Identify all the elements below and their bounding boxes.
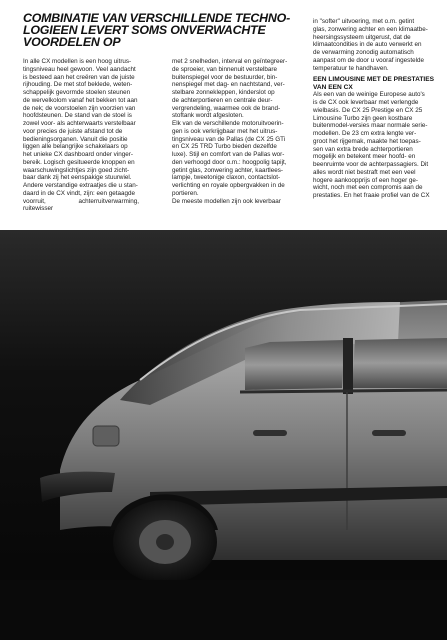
subheading-line: VAN EEN CX [313, 83, 353, 91]
door-handle [253, 430, 287, 436]
heading-line: COMBINATIE VAN VERSCHILLENDE TECHNO- [23, 11, 291, 25]
fuel-cap [93, 426, 119, 446]
text-line: is besteed aan het creëren van de juiste [23, 73, 135, 81]
text-line: hoofdsteunen. De stand van de stoel is [23, 112, 132, 120]
text-line: en CX 25 TRD Turbo bieden dezelfde [172, 143, 277, 151]
text-line: bereik. Logisch gesitueerde knoppen en [23, 158, 135, 166]
text-line: tingsniveau van de Pallas (de CX 25 GTi [172, 135, 286, 143]
text-line: heersingssysteem uitgerust, dat de [313, 33, 411, 41]
text-line: voorruit, achterruitverwarming, ruitewisser [23, 197, 139, 213]
text-line: modellen. De 23 cm extra lengte ver- [313, 130, 417, 138]
text-line: daard in de CX vindt, zijn: een getaagde [23, 189, 136, 197]
text-line: groot het rijgemak, maakte het toepas- [313, 137, 421, 145]
text-line: mogelijk en betekent meer hoofd- en [313, 153, 416, 161]
window-pillar [343, 338, 353, 394]
text-line: in "softer" uitvoering, met o.m. getint [313, 18, 415, 25]
text-line: prestaties. En het fraaie profiel van de CX [313, 192, 430, 200]
text-line: verlichting en royale opbergvakken in de [172, 182, 285, 189]
text-line: de nek; de voorstoelen zijn voorzien van [23, 104, 136, 112]
text-line: In alle CX modellen is een hoog uitrus- [23, 58, 132, 65]
text-line: is de CX ook leverbaar met verlengde [313, 99, 419, 107]
door-handle [372, 430, 406, 436]
section-subheading [313, 76, 439, 91]
subheading-line: EEN LIMOUSINE MET DE PRESTATIES [313, 76, 435, 84]
text-line: vergrendeling, waarmee ook de brand- [172, 104, 281, 112]
text-line: de wervelkolom vanaf het bekken tot aan [23, 96, 138, 104]
text-line: met 2 snelheden, interval en geïntegreer- [172, 58, 288, 65]
text-line: nenspiegel met dag- en nachtstand, ver- [172, 81, 285, 89]
text-line: buitenmodel-versies maar normale serie- [313, 122, 428, 130]
text-line: gen is ook verkrijgbaar met het uitrus- [172, 127, 278, 135]
text-line: sen van extra brede achterportieren [313, 145, 413, 153]
text-line: stoftank wordt afgesloten. [172, 112, 244, 120]
text-line: temperatuur te handhaven. [313, 64, 389, 72]
text-line: wicht, noch met een compromis aan de [313, 184, 423, 192]
text-line: beenruimte voor de achterpassagiers. Dit [313, 161, 429, 169]
side-window-rear [245, 340, 345, 390]
text-line: getint glas, zonwering achter, kaartlees- [172, 166, 283, 174]
text-line: wielbasis. De CX 25 Prestige en CX 25 [313, 106, 423, 114]
text-line: Elk van de verschillende motoruitvoerin- [172, 120, 284, 127]
text-line: de verwarming zonodig automatisch [313, 49, 414, 56]
text-column-3 [313, 18, 439, 200]
heading-line: VOORDELEN OP [23, 35, 121, 49]
text-line: waarschuwingslichtjes zijn goed zicht- [23, 166, 130, 174]
text-line: het unieke CX dashboard onder vinger- [23, 151, 133, 158]
text-line: Als een van de weinige Europese auto's [313, 91, 425, 99]
text-line: portieren. [172, 189, 199, 197]
text-line: luxe). Stijl en comfort van de Pallas wor- [172, 151, 285, 158]
text-line: de achterportieren en centrale deur- [172, 96, 273, 104]
page-heading [23, 12, 313, 48]
text-line: glas, zonwering achter en een klimaatbe- [313, 25, 428, 33]
car-photo [0, 230, 447, 640]
text-line: zowel voor- als achterwaarts verstelbaar [23, 120, 136, 127]
text-line: rijhouding. De met stof beklede, weten- [23, 81, 133, 89]
text-line: Limousine Turbo zijn geen kostbare [313, 114, 413, 122]
text-line: stelbare zonnekleppen, kinderslot op [172, 89, 275, 96]
text-line: liggen alle belangrijke schakelaars op [23, 143, 128, 151]
text-line: bedieningsorganen. Vanuit die positie [23, 135, 128, 143]
text-column-1 [23, 58, 139, 213]
text-line: baar dank zij het eenspakige stuurwiel. [23, 174, 132, 182]
text-line: Andere verstandige extraatjes die u stan- [23, 182, 138, 189]
text-line: lampje, tweetonige claxon, contactslot- [172, 174, 281, 182]
text-line: alles wordt niet bestraft met een veel [313, 168, 416, 176]
ground [0, 580, 447, 640]
side-window-front [352, 338, 447, 388]
text-line: hogere aankoopprijs of een hoger ge- [313, 176, 419, 184]
text-line: De meeste modellen zijn ook leverbaar [172, 197, 281, 205]
text-column-2 [172, 58, 292, 205]
text-line: voor precies de juiste afstand tot de [23, 127, 123, 135]
text-line: de sproeier, van binnenuit verstelbare [172, 65, 278, 73]
heading-line: LOGIEEN LEVERT SOMS ONVERWACHTE [23, 23, 266, 37]
text-line: aanpast om de door u vooraf ingestelde [313, 56, 424, 64]
text-line: buitenspiegel voor de bestuurder, bin- [172, 73, 278, 81]
text-line: schappelijk gevormde stoelen steunen [23, 89, 131, 96]
text-line: klimaatcondities in de auto verwerkt en [313, 41, 422, 49]
text-line: tingsniveau heel gewoon. Veel aandacht [23, 65, 136, 73]
text-line: den verhoogd door o.m.: hoogpolig tapijt, [172, 158, 287, 166]
